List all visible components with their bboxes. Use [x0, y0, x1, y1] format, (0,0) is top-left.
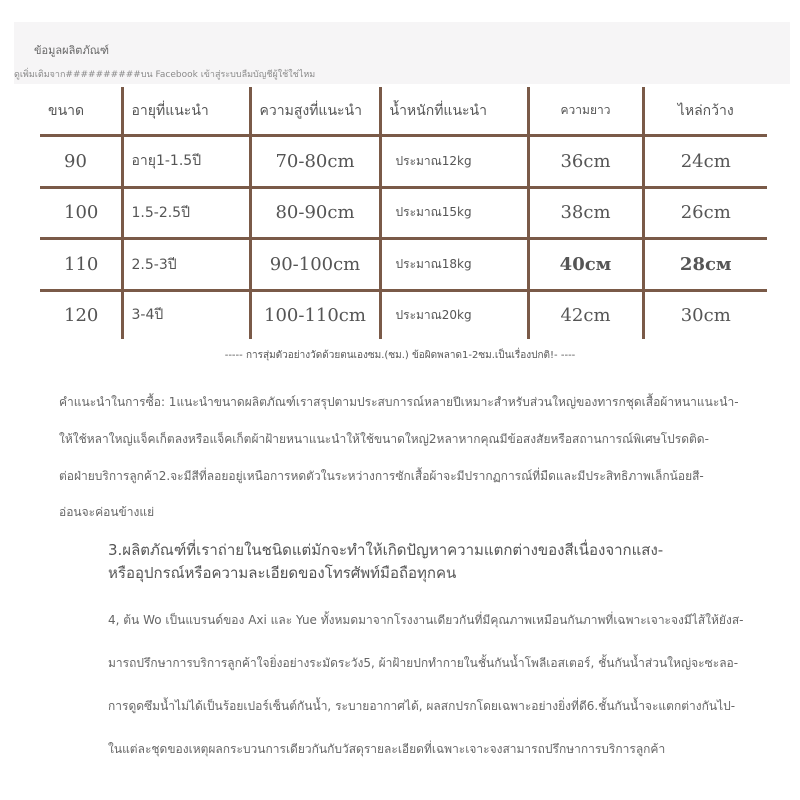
table-row	[40, 136, 767, 188]
measurement-note: ----- การสุ่มตัวอย่างวัดด้วยตนเองซม.(ซม.) ข้อผิดพลาด1-2ซม.เป็นเรื่องปกติ!- ----	[224, 350, 576, 361]
advice-line: อ่อนจะค่อนข้างแย่	[59, 505, 155, 519]
size-chart-table	[40, 87, 767, 339]
weight-cell: ประมาณ12kg	[380, 136, 528, 188]
header-subtitle: ดูเพิ่มเติมจาก##########บน Facebook เข้าสู่ระบบลืมบัญชีผู้ใช้ใช่ไหม	[14, 70, 316, 80]
height-cell: 100-110cm	[250, 290, 380, 339]
page-title: ข้อมูลผลิตภัณฑ์	[34, 44, 110, 57]
height-cell: 80-90cm	[250, 187, 380, 239]
advice-line: คำแนะนำในการซื้อ: 1แนะนำขนาดผลิตภัณฑ์เราสรุปตามประสบการณ์หลายปีเหมาะสำหรับส่วนใหญ่ของทารกชุดเสื้อผ้าหนาแนะนำ-	[59, 395, 739, 409]
table-header-row	[40, 87, 767, 136]
length-cell: 38cm	[528, 187, 643, 239]
column-header: น้ำหนักที่แนะนำ	[380, 87, 528, 136]
size-cell: 90	[40, 136, 122, 188]
weight-cell: ประมาณ15kg	[380, 187, 528, 239]
column-header: ความสูงที่แนะนำ	[250, 87, 380, 136]
column-header: ความยาว	[528, 87, 643, 136]
column-header: อายุที่แนะนำ	[122, 87, 250, 136]
table-row	[40, 187, 767, 239]
age-cell: 1.5-2.5ปี	[122, 187, 250, 239]
shoulder-cell: 26cm	[643, 187, 767, 239]
point4-line: 4, ต้น Wo เป็นแบรนด์ของ Axi และ Yue ทั้งหมดมาจากโรงงานเดียวกันที่มีคุณภาพเหมือนกันภาพที่เฉพาะเจาะจงมีไส้ให้ยังส-	[108, 613, 744, 627]
column-header: ขนาด	[40, 87, 122, 136]
weight-cell: ประมาณ20kg	[380, 290, 528, 339]
age-cell: อายุ1-1.5ปี	[122, 136, 250, 188]
point3-line: หรืออุปกรณ์หรือความละเอียดของโทรศัพท์มือถือทุกคน	[108, 564, 457, 582]
length-cell: 36cm	[528, 136, 643, 188]
point4-line: มารถปรึกษาการบริการลูกค้าใจยิ่งอย่างระมัดระวัง5, ผ้าฝ้ายปกทำกายในชั้นกันน้ำโพลีเอสเตอร์, ชั้นกันน้ำส่วนใหญ่จะซะลอ-	[108, 656, 739, 670]
column-header: ไหล่กว้าง	[643, 87, 767, 136]
shoulder-cell: 24cm	[643, 136, 767, 188]
size-cell: 120	[40, 290, 122, 339]
height-cell: 90-100cm	[250, 239, 380, 291]
size-cell: 100	[40, 187, 122, 239]
length-cell: 40cм	[528, 239, 643, 291]
advice-line: ต่อฝ่ายบริการลูกค้า2.จะมีสีที่ลอยอยู่เหนือการหดตัวในระหว่างการซักเสื้อผ้าจะมีปรากฏการณ์ที่มืดและมีประสิทธิภาพเล็กน้อยสี-	[59, 469, 704, 483]
weight-cell: ประมาณ18kg	[380, 239, 528, 291]
age-cell: 3-4ปี	[122, 290, 250, 339]
table-row	[40, 290, 767, 339]
advice-line: ให้ใช้หลาใหญ่แจ็คเก็ตลงหรือแจ็คเก็ตผ้าฝ้ายหนาแนะนำให้ใช้ขนาดใหญ่2หลาหากคุณมีข้อสงสัยหรือสถานการณ์พิเศษโปรดติด-	[59, 432, 709, 446]
length-cell: 42cm	[528, 290, 643, 339]
shoulder-cell: 28cм	[643, 239, 767, 291]
size-cell: 110	[40, 239, 122, 291]
point4-line: ในแต่ละชุดของเหตุผลกระบวนการเดียวกันกับวัสดุรายละเอียดที่เฉพาะเจาะจงสามารถปรึกษาการบริการลูกค้า	[108, 742, 666, 756]
height-cell: 70-80cm	[250, 136, 380, 188]
point3-line: 3.ผลิตภัณฑ์ที่เราถ่ายในชนิดแต่มักจะทำให้เกิดปัญหาความแตกต่างของสีเนื่องจากแสง-	[108, 541, 664, 559]
age-cell: 2.5-3ปี	[122, 239, 250, 291]
shoulder-cell: 30cm	[643, 290, 767, 339]
table-row	[40, 239, 767, 291]
point4-line: การดูดซึมน้ำไม่ได้เป็นร้อยเปอร์เซ็นต์กันน้ำ, ระบายอากาศได้, ผลสกปรกโดยเฉพาะอย่างยิ่งที่ดี6.ชั้นกันน้ำจะแตกต่างกันไป-	[108, 699, 736, 713]
